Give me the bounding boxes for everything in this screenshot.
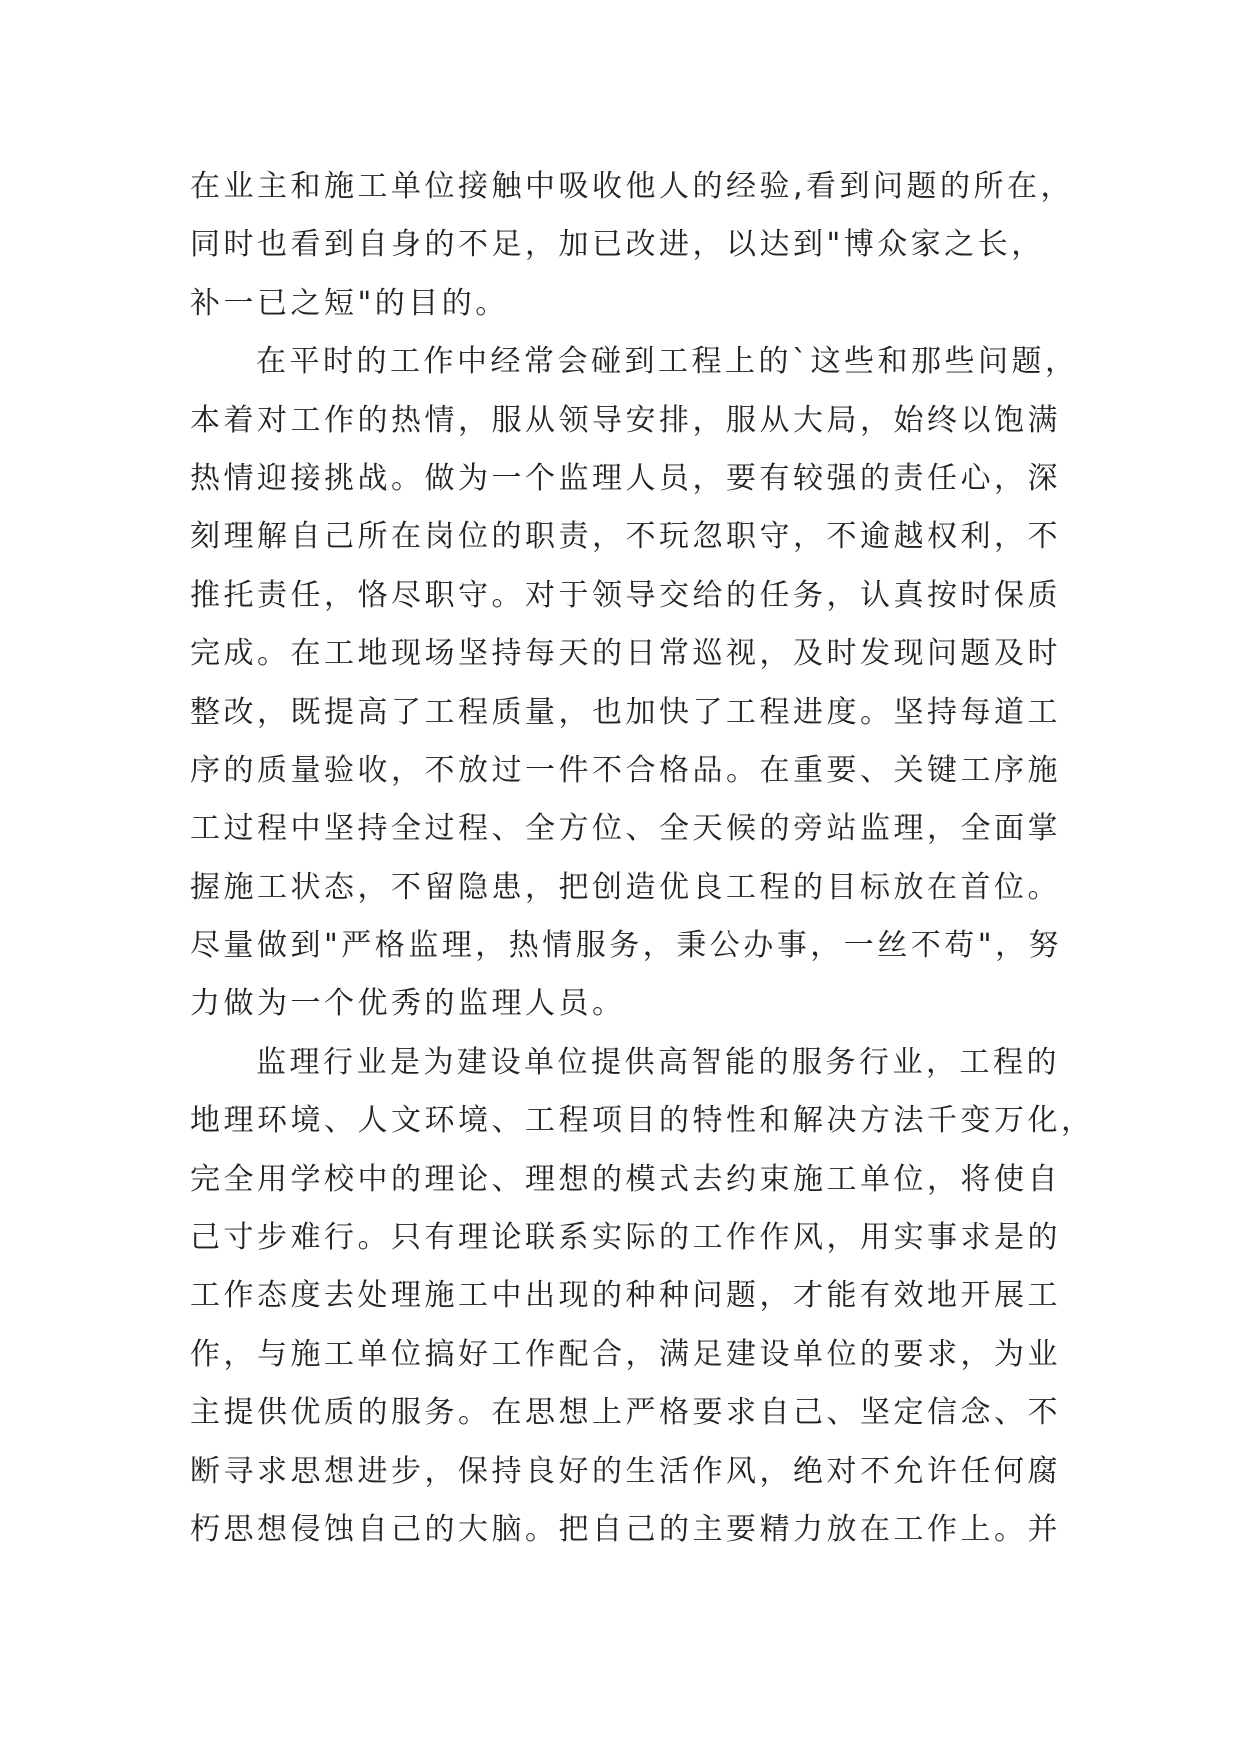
text-line: 己寸步难行。只有理论联系实际的工作作风，用实事求是的 xyxy=(190,1220,1061,1256)
text-line: 同时也看到自身的不足，加已改进，以达到"博众家之长， xyxy=(190,227,1045,263)
paragraph-first-line: 监理行业是为建设单位提供高智能的服务行业，工程的 xyxy=(256,1044,1060,1080)
text-line: 朽思想侵蚀自己的大脑。把自己的主要精力放在工作上。并 xyxy=(190,1511,1061,1547)
text-line: 尽量做到"严格监理，热情服务，秉公办事，一丝不苟"，努 xyxy=(190,928,1063,964)
text-line: 序的质量验收，不放过一件不合格品。在重要、关键工序施 xyxy=(190,752,1061,788)
paragraph-first-line: 在平时的工作中经常会碰到工程上的`这些和那些问题， xyxy=(256,344,1079,380)
text-line: 工过程中坚持全过程、全方位、全天候的旁站监理，全面掌 xyxy=(190,811,1061,847)
text-line: 补一已之短"的目的。 xyxy=(190,285,509,321)
text-line: 断寻求思想进步，保持良好的生活作风，绝对不允许任何腐 xyxy=(190,1453,1061,1489)
text-line: 完成。在工地现场坚持每天的日常巡视，及时发现问题及时 xyxy=(190,636,1061,672)
document-body xyxy=(190,158,1095,1559)
text-line: 主提供优质的服务。在思想上严格要求自己、坚定信念、不 xyxy=(190,1395,1061,1431)
text-line: 刻理解自己所在岗位的职责，不玩忽职守，不逾越权利，不 xyxy=(190,519,1061,555)
text-line: 握施工状态，不留隐患，把创造优良工程的目标放在首位。 xyxy=(190,869,1061,905)
text-line: 在业主和施工单位接触中吸收他人的经验,看到问题的所在， xyxy=(190,169,1075,204)
text-line: 地理环境、人文环境、工程项目的特性和解决方法千变万化， xyxy=(190,1103,1095,1139)
text-line: 工作态度去处理施工中出现的种种问题，才能有效地开展工 xyxy=(190,1278,1061,1314)
text-line: 完全用学校中的理论、理想的模式去约束施工单位，将使自 xyxy=(190,1161,1061,1197)
text-line: 推托责任，恪尽职守。对于领导交给的任务，认真按时保质 xyxy=(190,577,1061,613)
text-line: 热情迎接挑战。做为一个监理人员，要有较强的责任心，深 xyxy=(190,460,1061,496)
text-line: 力做为一个优秀的监理人员。 xyxy=(190,986,626,1022)
text-line: 作，与施工单位搞好工作配合，满足建设单位的要求，为业 xyxy=(190,1336,1061,1372)
text-line: 整改，既提高了工程质量，也加快了工程进度。坚持每道工 xyxy=(190,694,1061,730)
text-line: 本着对工作的热情，服从领导安排，服从大局，始终以饱满 xyxy=(190,402,1061,438)
